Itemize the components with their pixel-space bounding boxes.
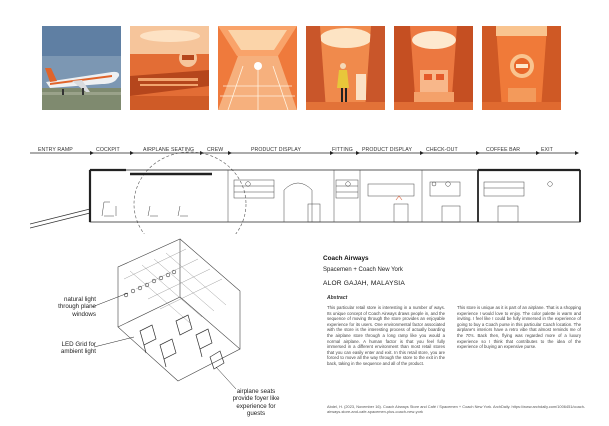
zone-label-entry-ramp: ENTRY RAMP: [38, 147, 73, 153]
project-location: ALOR GAJAH, MALAYSIA: [323, 280, 405, 287]
zone-label-crew: CREW: [207, 147, 224, 153]
ceiling-interior-photo: [218, 26, 297, 110]
cockpit-interior-photo: [130, 26, 209, 110]
citation: Abdel, H. (2023, November 16). Coach Airways Store and Café / Spacemen + Coach New York. ArchDaily. https://www.archdaily.com/1006451/coach-airways-store-and-cafe-spacemen-plus-coach-new-york: [327, 404, 586, 414]
zone-label-check-out: CHECK-OUT: [426, 147, 458, 153]
airplane-seats-callout: airplane seats provide foyer like experience for guests: [232, 388, 280, 418]
mannequin-display-photo: [306, 26, 385, 110]
abstract-heading: Abstract: [327, 295, 348, 301]
section-diagram: [30, 144, 590, 234]
zone-label-coffee-bar: COFFEE BAR: [486, 147, 521, 153]
zone-label-fitting: FITTING: [332, 147, 353, 153]
zone-label-cockpit: COCKPIT: [96, 147, 120, 153]
abstract-right-paragraph: This store is unique as it is part of an airplane. That is a shopping experience I would love to enjoy. The color palette is warm and inviting. I feel like I could be fully immersed in the experience of going to buy a Coach purse in this particular Coach location. The airplane's interiors have a retro vibe that almost reminds me of the 70's. Back then, flying was regarded more of a luxury experience so I think that contributes to the idea of the experience of buying an expensive purse.: [457, 305, 581, 350]
abstract-left-paragraph: This particular retail store is interesting in a number of ways. Its unique concept of Coach Airways draws people in, and the sequence of moving through the store provides an enjoyable experience for its users. One environmental factor associated with the store is the interesting process of actually boarding the airplane store through a long ramp like you would a normal airplane. A human factor is that you feel fully immersed in a different environment than most retail stores that you can easily enter and exit. In this retail store, you are forced to move all the way through the store to the exit in the back, taking in the sequence and all of the product.: [327, 305, 445, 366]
project-subtitle: Spacemen + Coach New York: [323, 267, 403, 273]
zone-label-airplane-seating: AIRPLANE SEATING: [143, 147, 195, 153]
led-grid-callout: LED Grid for ambient light: [60, 341, 96, 356]
zone-label-product-display-2: PRODUCT DISPLAY: [362, 147, 413, 153]
zone-label-product-display: PRODUCT DISPLAY: [251, 147, 302, 153]
project-title: Coach Airways: [323, 255, 369, 262]
zone-label-exit: EXIT: [541, 147, 553, 153]
coach-logo-wall-photo: [482, 26, 561, 110]
airplane-exterior-photo: [42, 26, 121, 110]
store-interior-photo: [394, 26, 473, 110]
natural-light-callout: natural light through plane windows: [58, 296, 96, 318]
